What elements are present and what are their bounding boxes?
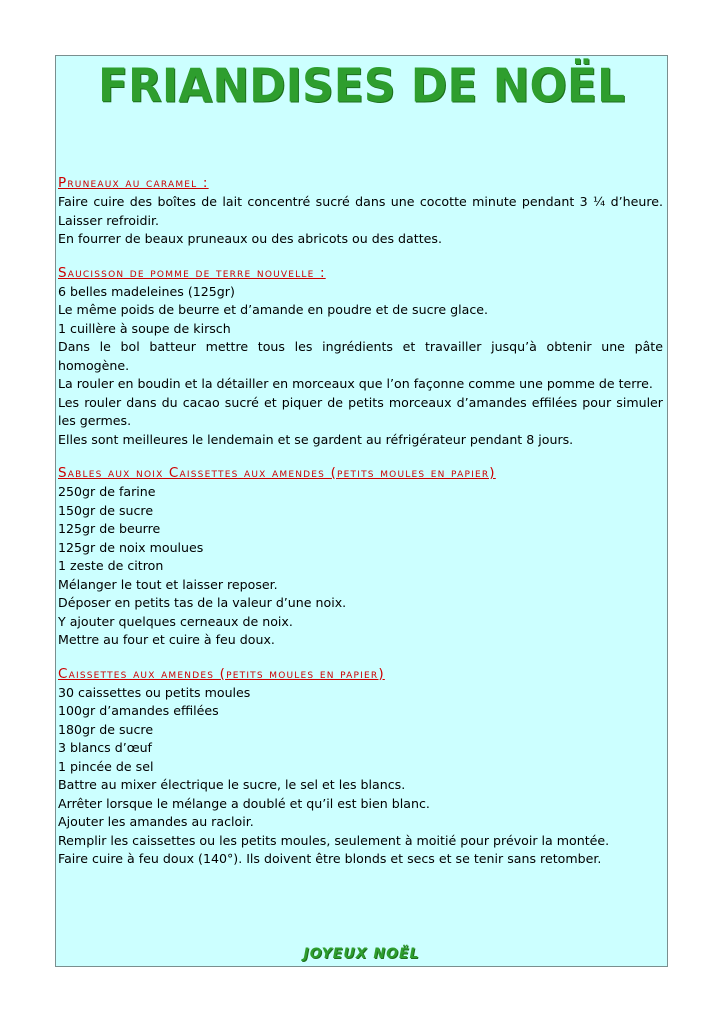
page-title: FRIANDISES DE NOËL [97,59,626,114]
recipe-line: Mettre au four et cuire à feu doux. [58,632,275,647]
recipe-line: 250gr de farine [58,484,156,499]
recipe-section [58,463,663,650]
recipe-line: Battre au mixer électrique le sucre, le sel et les blancs. [58,777,406,792]
recipe-line: 6 belles madeleines (125gr) [58,283,235,299]
section-heading: Caissettes aux amendes (petits moules en papier) [58,665,385,682]
recipe-line: Ajouter les amandes au racloir. [58,814,254,829]
recipe-line: Les rouler dans du cacao sucré et piquer de petits morceaux d’amandes effilées pour simuler les germes. [58,394,663,428]
recipe-line: 1 pincée de sel [58,758,154,774]
recipe-line: 150gr de sucre [58,502,154,518]
recipe-line: La rouler en boudin et la détailler en morceaux que l’on façonne comme une pomme de terre. [58,376,653,391]
recipe-line: 30 caissettes ou petits moules [58,684,251,700]
recipe-line: 1 cuillère à soupe de kirsch [58,320,231,336]
recipe-section [58,664,663,869]
recipe-line: Faire cuire des boîtes de lait concentré sucré dans une cocotte minute pendant 3 ¼ d’heure. Laisser refroidir. [58,194,663,228]
recipe-content [58,173,663,883]
recipe-line: Le même poids de beurre et d’amande en poudre et de sucre glace. [58,302,489,317]
recipe-line: Mélanger le tout et laisser reposer. [58,576,278,592]
recipe-section [58,173,663,249]
recipe-page [55,55,668,967]
recipe-line: Déposer en petits tas de la valeur d’une noix. [58,595,347,610]
recipe-line: Dans le bol batteur mettre tous les ingrédients et travailler jusqu’à obtenir une pâte homogène. [58,339,663,373]
recipe-line: En fourrer de beaux pruneaux ou des abricots ou des dattes. [58,231,442,246]
recipe-section [58,263,663,450]
recipe-line: 100gr d’amandes effilées [58,703,219,718]
recipe-line: 180gr de sucre [58,721,154,737]
section-heading: Sables aux noix Caissettes aux amendes (petits moules en papier) [58,465,496,481]
recipe-line: Elles sont meilleures le lendemain et se gardent au réfrigérateur pendant 8 jours. [58,431,574,447]
recipe-line: 125gr de noix moulues [58,539,204,555]
recipe-line: Arrêter lorsque le mélange a doublé et qu’il est bien blanc. [58,795,430,811]
recipe-line: 1 zeste de citron [58,558,164,573]
recipe-line: Y ajouter quelques cerneaux de noix. [58,613,293,629]
recipe-line: 3 blancs d’œuf [58,740,152,755]
recipe-line: Remplir les caissettes ou les petits moules, seulement à moitié pour prévoir la montée. [58,832,610,848]
section-heading: Saucisson de pomme de terre nouvelle : [58,264,326,281]
recipe-line: Faire cuire à feu doux (140°). Ils doivent être blonds et secs et se tenir sans retomber. [58,851,602,866]
section-heading: Pruneaux au caramel : [58,175,209,191]
recipe-line: 125gr de beurre [58,521,161,536]
footer-greeting: JOYEUX NOËL [303,946,420,962]
